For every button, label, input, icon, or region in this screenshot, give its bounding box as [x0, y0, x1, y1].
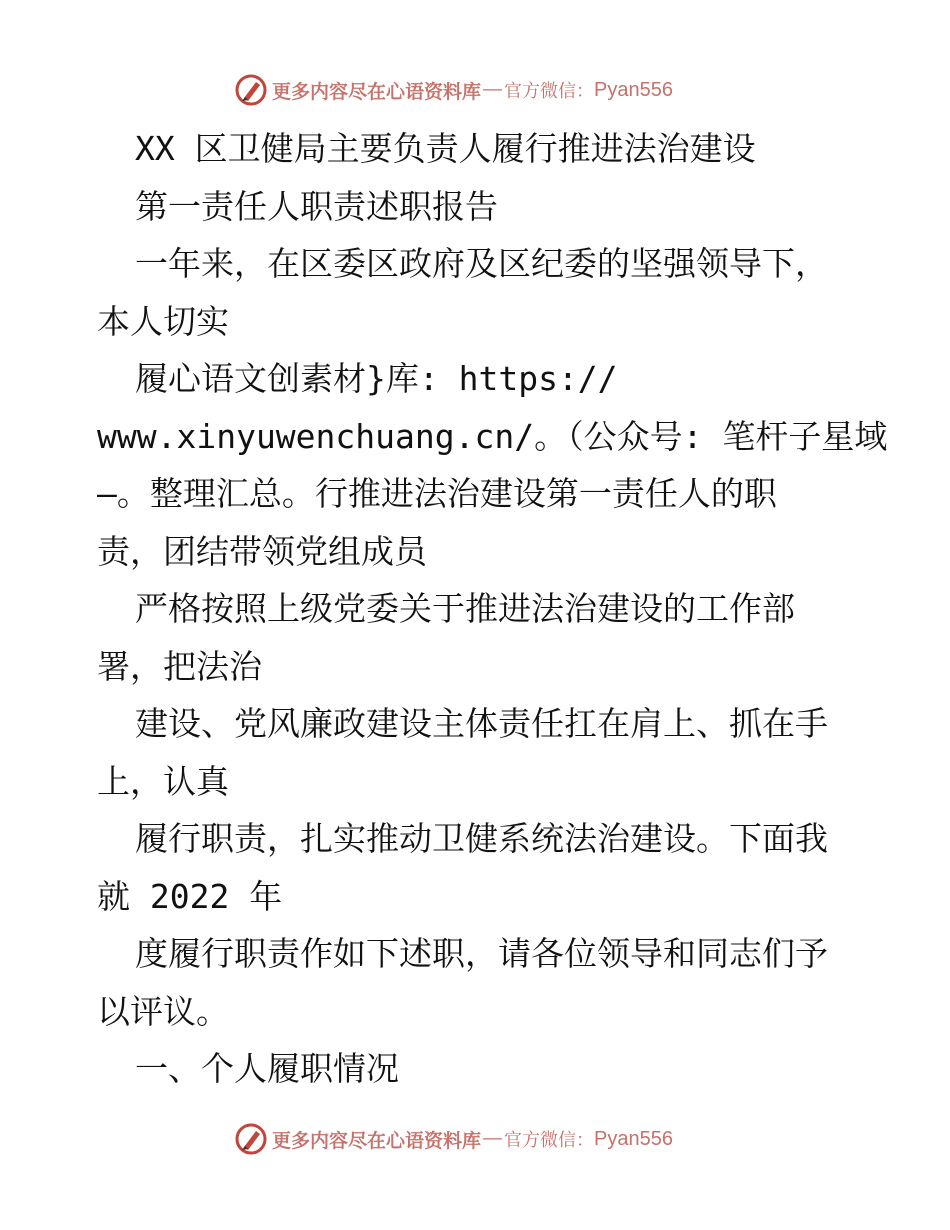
- watermark-dash: —: [483, 1128, 503, 1149]
- watermark-label: 官方微信：: [504, 81, 595, 102]
- text-line: 履心语文创素材}库: https://: [135, 359, 618, 398]
- text-line: 责，团结带领党组成员: [97, 531, 427, 571]
- pen-nib-logo-icon: [234, 1122, 268, 1156]
- title-line-2: 第一责任人职责述职报告: [135, 186, 498, 226]
- watermark-banner-top: [234, 70, 714, 110]
- section-heading: 一、个人履职情况: [135, 1049, 399, 1088]
- document-body: [97, 120, 888, 1098]
- watermark-dash: —: [483, 79, 503, 100]
- watermark-text: 更多内容尽在心语资料库: [272, 1129, 482, 1152]
- text-line: 度履行职责作如下述职，请各位领导和同志们予: [135, 934, 828, 973]
- watermark-label: 官方微信：: [504, 1130, 595, 1151]
- text-line: —。整理汇总。行推进法治建设第一责任人的职: [97, 474, 777, 513]
- text-line: 就 2022 年: [97, 876, 283, 916]
- text-line: 本人切实: [97, 301, 229, 341]
- watermark-id: Pyan556: [594, 1127, 673, 1150]
- text-line: 以评议。: [97, 991, 229, 1031]
- title-line-1: XX 区卫健局主要负责人履行推进法治建设: [135, 129, 756, 168]
- text-line: 严格按照上级党委关于推进法治建设的工作部: [135, 589, 795, 628]
- text-line: 一年来，在区委区政府及区纪委的坚强领导下，: [135, 244, 828, 283]
- text-line: 建设、党风廉政建设主体责任扛在肩上、抓在手: [135, 704, 828, 743]
- text-line: 履行职责，扎实推动卫健系统法治建设。下面我: [135, 819, 828, 858]
- watermark-id: Pyan556: [594, 78, 673, 101]
- watermark-banner-bottom: [234, 1119, 714, 1159]
- watermark-text: 更多内容尽在心语资料库: [272, 80, 482, 103]
- text-line: 上，认真: [97, 761, 229, 801]
- pen-nib-logo-icon: [234, 73, 268, 107]
- text-line: www.xinyuwenchuang.cn/。（公众号: 笔杆子星域: [97, 416, 888, 456]
- text-line: 署，把法治: [97, 646, 262, 686]
